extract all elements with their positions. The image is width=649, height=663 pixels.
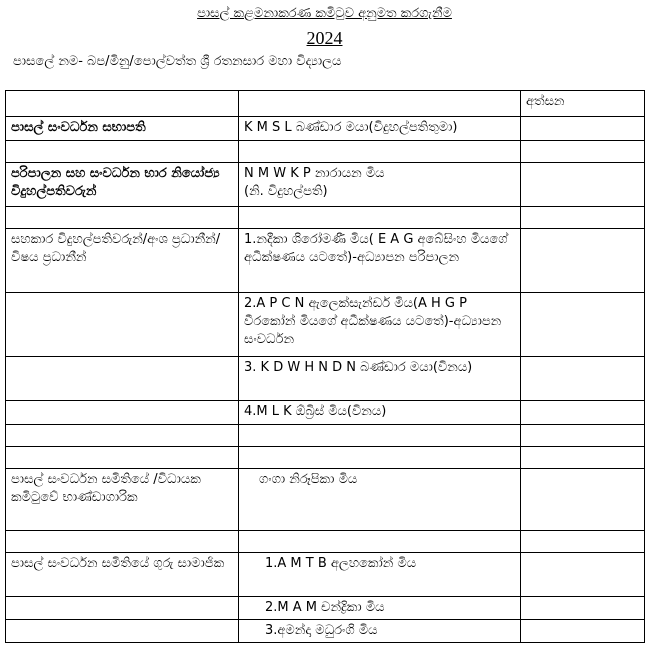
table-header-row: [6, 91, 645, 117]
signature-cell: [521, 469, 645, 531]
teacher-label: පාසල් සංවර්ධන සමිතියේ ගුරු සාමාජික: [6, 553, 239, 597]
spacer-row: [6, 207, 645, 229]
school-name-line: පාසලේ නම- බප/මිනු/පොල්වත්ත ශ්‍රී රතනසාර මහා විද්‍යාලය: [13, 54, 342, 69]
table-row: [6, 401, 645, 425]
treasurer-label: පාසල් සංවර්ධන සමිතියේ /විධායක කමිටුවේ භාණ්ඩාගාරික: [6, 469, 239, 531]
chair-label: පාසල් සංවර්ධන සභාපති: [6, 117, 239, 141]
signature-cell: [521, 620, 645, 643]
teacher-member-3: 3.අමන්දා මධුරංගි මිය: [239, 620, 521, 643]
document-year: 2024: [306, 28, 343, 48]
table-row: [6, 357, 645, 401]
signature-cell: [521, 229, 645, 293]
teacher-member-2: 2.M A M චන්ද්‍රිකා මිය: [239, 597, 521, 620]
spacer-row: [6, 531, 645, 553]
table-row: [6, 469, 645, 531]
teacher-member-1: 1.A M T B අලහකෝන් මිය: [239, 553, 521, 597]
signature-cell: [521, 597, 645, 620]
signature-cell: [521, 553, 645, 597]
committee-table: [5, 90, 645, 643]
signature-cell: [521, 401, 645, 425]
chair-name: K M S L බණ්ඩාර මයා(විදුහල්පතිතුමා): [239, 117, 521, 141]
table-row: [6, 620, 645, 643]
signature-cell: [521, 117, 645, 141]
signature-cell: [521, 357, 645, 401]
table-row: [6, 553, 645, 597]
assist-member-3: 3. K D W H N D N බණ්ඩාර මයා(විනය): [239, 357, 521, 401]
deputy-name: N M W K P නාරායන මිය: [244, 166, 385, 181]
spacer-row: [6, 447, 645, 469]
table-row: [6, 163, 645, 207]
document-title: පාසල් කළමනාකරණ කමිටුව අනුමත කරගැනීම: [197, 6, 452, 21]
assist-label: සහකාර විදුහල්පතිවරුන්/අංශ ප්‍රධානීන්/ විෂය ප්‍රධානීන්: [6, 229, 239, 293]
table-row: [6, 229, 645, 293]
spacer-row: [6, 141, 645, 163]
table-row: [6, 117, 645, 141]
table-row: [6, 293, 645, 357]
assist-member-2: 2.A P C N ඇලෙක්සැන්ඩර් මිය(A H G P වීරකෝන් මියගේ අධීක්ෂණය යටතේ)-අධ්‍යාපන සංවර්ධන: [239, 293, 521, 357]
signature-header: අත්සන: [521, 91, 645, 117]
assist-member-1: 1.නදීකා ශිරෝමණී මිය( E A G අබේසිංහ මියගේ අධීක්ෂණය යටතේ)-අධ්‍යාපන පරිපාලන: [239, 229, 521, 293]
spacer-row: [6, 425, 645, 447]
table-row: [6, 597, 645, 620]
empty-cell: [6, 91, 239, 117]
deputy-name-cell: [239, 163, 521, 207]
signature-cell: [521, 163, 645, 207]
deputy-label: පරිපාලන සහ සංවර්ධන භාර නියෝජ්‍ය විදුහල්පතිවරුන්: [6, 163, 239, 207]
deputy-title: (නි. විදුහල්පති): [244, 184, 328, 199]
signature-cell: [521, 293, 645, 357]
assist-member-4: 4.M L K ඕබ්‍රිස් මිය(විනය): [239, 401, 521, 425]
treasurer-name: ගංගා නිරූපිකා මිය: [239, 469, 521, 531]
empty-cell: [239, 91, 521, 117]
